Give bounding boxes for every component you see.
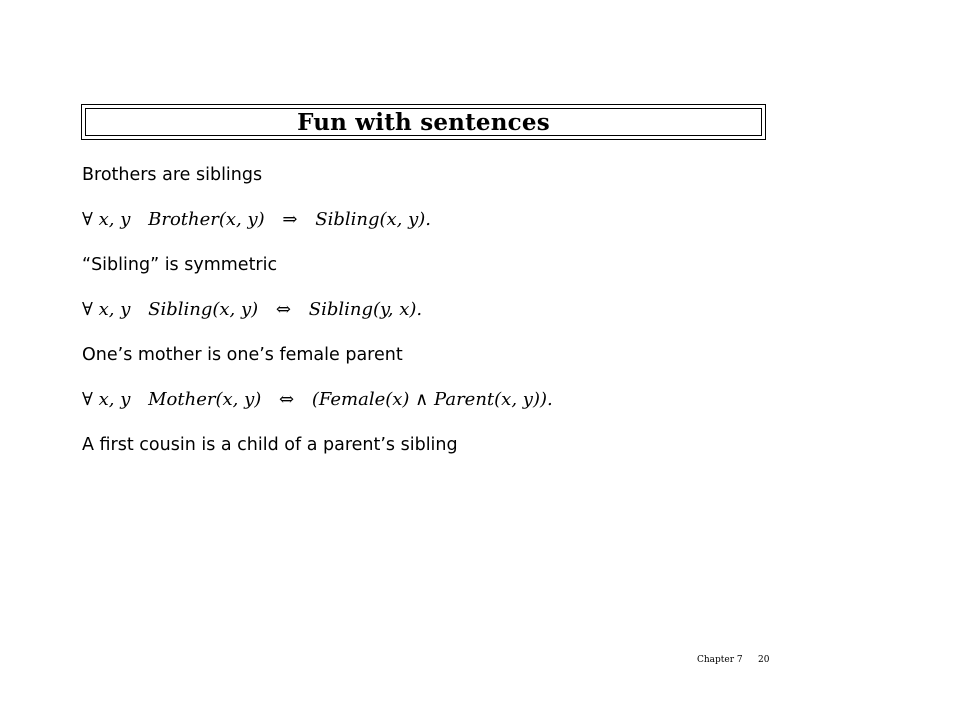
formula-lhs: Sibling(x, y) bbox=[148, 299, 259, 320]
formula-sibling-symmetric bbox=[82, 295, 782, 340]
slide-title: Fun with sentences bbox=[297, 108, 550, 136]
formula-lhs: Mother(x, y) bbox=[148, 389, 262, 410]
formula-rhs: Sibling(y, x). bbox=[308, 299, 423, 320]
title-box bbox=[85, 108, 762, 136]
sentence-brothers: Brothers are siblings bbox=[82, 165, 263, 185]
footer-page-number: 20 bbox=[758, 655, 770, 665]
formula-variables: x, y bbox=[98, 209, 131, 230]
implies-symbol: ⇒ bbox=[282, 209, 298, 230]
formula-mother bbox=[82, 385, 782, 430]
title-frame bbox=[81, 104, 766, 140]
slide-content bbox=[82, 160, 782, 475]
forall-symbol: ∀ bbox=[82, 389, 93, 410]
iff-symbol: ⇔ bbox=[279, 389, 295, 410]
sentence-mother: One’s mother is one’s female parent bbox=[82, 345, 403, 365]
sentence-sibling-symmetric: “Sibling” is symmetric bbox=[82, 255, 278, 275]
formula-variables: x, y bbox=[98, 389, 131, 410]
formula-brothers bbox=[82, 205, 782, 250]
iff-symbol: ⇔ bbox=[275, 299, 291, 320]
sentence-first-cousin: A first cousin is a child of a parent’s sibling bbox=[82, 435, 458, 455]
footer-chapter: Chapter 7 bbox=[697, 655, 743, 665]
forall-symbol: ∀ bbox=[82, 299, 93, 320]
forall-symbol: ∀ bbox=[82, 209, 93, 230]
formula-variables: x, y bbox=[98, 299, 131, 320]
formula-rhs: Sibling(x, y). bbox=[315, 209, 432, 230]
formula-lhs: Brother(x, y) bbox=[148, 209, 265, 230]
formula-rhs: (Female(x) ∧ Parent(x, y)). bbox=[311, 389, 553, 410]
